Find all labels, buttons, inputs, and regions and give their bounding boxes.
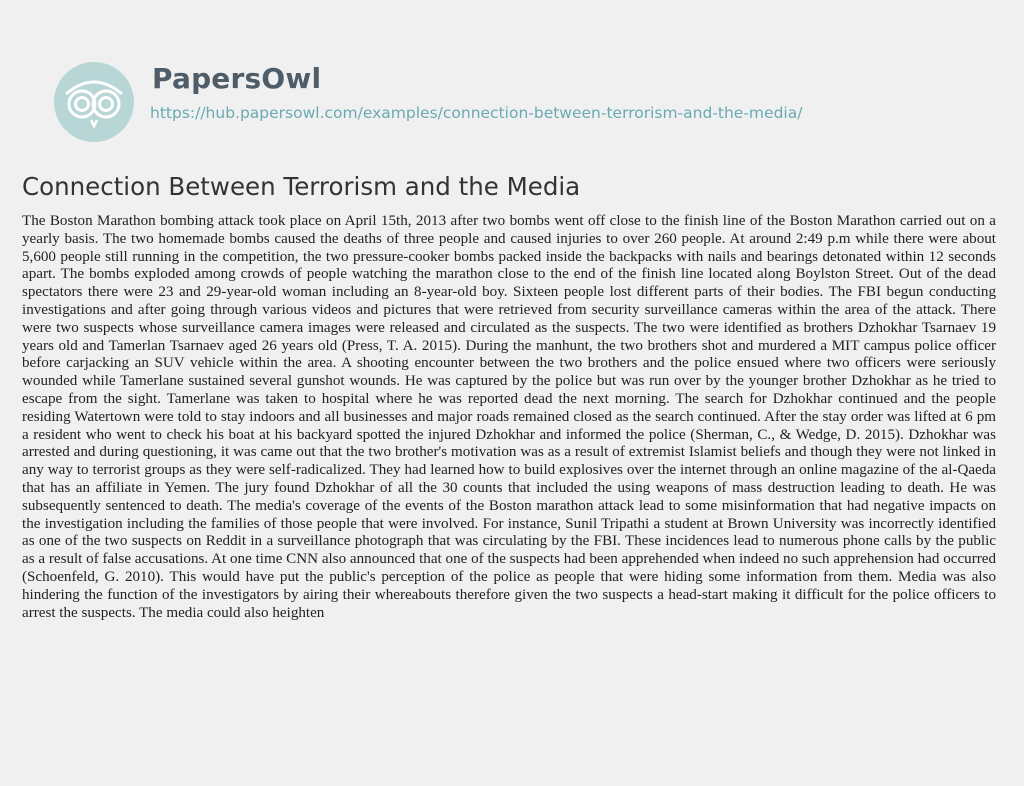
article-body: The Boston Marathon bombing attack took place on April 15th, 2013 after two bombs went off close to the finish line of the Boston Marathon carried out on a yearly basis. The two homemade bombs caused the deaths of three people and caused injuries to over 260 people. At around 2:49 p.m while there were about 5,600 people still running in the competition, the two pressure-cooker bombs packed inside the backpacks with nails and bearings detonated within 12 seconds apart. The bombs exploded among crowds of people watching the marathon close to the end of the finish line located along Boylston Street. Out of the dead spectators there were 23 and 29-year-old woman including an 8-year-old boy. Sixteen people lost different parts of their bodies. The FBI begun conducting investigations and after going through various videos and pictures that were retrieved from security surveillance cameras within the area of the attack. There were two suspects whose surveillance camera images were released and circulated as the suspects. The two were identified as brothers Dzhokhar Tsarnaev 19 years old and Tamerlan Tsarnaev aged 26 years old (Press, T. A. 2015). During the manhunt, the two brothers shot and murdered a MIT campus police officer before carjacking an SUV vehicle within the area. A shooting encounter between the two brothers and the police ensued where two officers were seriously wounded while Tamerlane sustained several gunshot wounds. He was captured by the police but was run over by the younger brother Dzhokhar as he tried to escape from the sight. Tamerlane was taken to hospital where he was reported dead the next morning. The search for Dzhokhar continued and the people residing Watertown were told to stay indoors and all businesses and major roads remained closed as the search continued. After the stay order was lifted at 6 pm a resident who went to check his boat at his backyard spotted the injured Dzhokhar and informed the police (Sherman, C., & Wedge, D. 2015). Dzhokhar was arrested and during questioning, it was came out that the two brother's motivation was as a result of extremist Islamist beliefs and though they were not linked in any way to terrorist groups as they were self-radicalized. They had learned how to build explosives over the internet through an online magazine of the al-Qaeda that has an affiliate in Yemen. The jury found Dzhokhar of all the 30 counts that included the using weapons of mass destruction leading to death. He was subsequently sentenced to death. The media's coverage of the events of the Boston marathon attack lead to some misinformation that had negative impacts on the investigation including the families of those people that were involved. For instance, Sunil Tripathi a student at Brown University was incorrectly identified as one of the two suspects on Reddit in a surveillance photograph that was circulating by the FBI. These incidences lead to numerous phone calls by the public as a result of false accusations. At one time CNN also announced that one of the suspects had been apprehended when indeed no such apprehension had occurred (Schoenfeld, G. 2010). This would have put the public's perception of the police as people that were hiding some information from them. Media was also hindering the function of the investigators by airing their whereabouts therefore given the two suspects a head-start making it difficult for the police officers to arrest the suspects. The media could also heighten [22,213,996,621]
owl-logo-icon [52,60,136,144]
brand-name: PapersOwl [152,62,322,95]
source-url[interactable]: https://hub.papersowl.com/examples/connection-between-terrorism-and-the-media/ [150,104,803,122]
article-title: Connection Between Terrorism and the Media [22,172,581,201]
site-header [52,60,952,140]
